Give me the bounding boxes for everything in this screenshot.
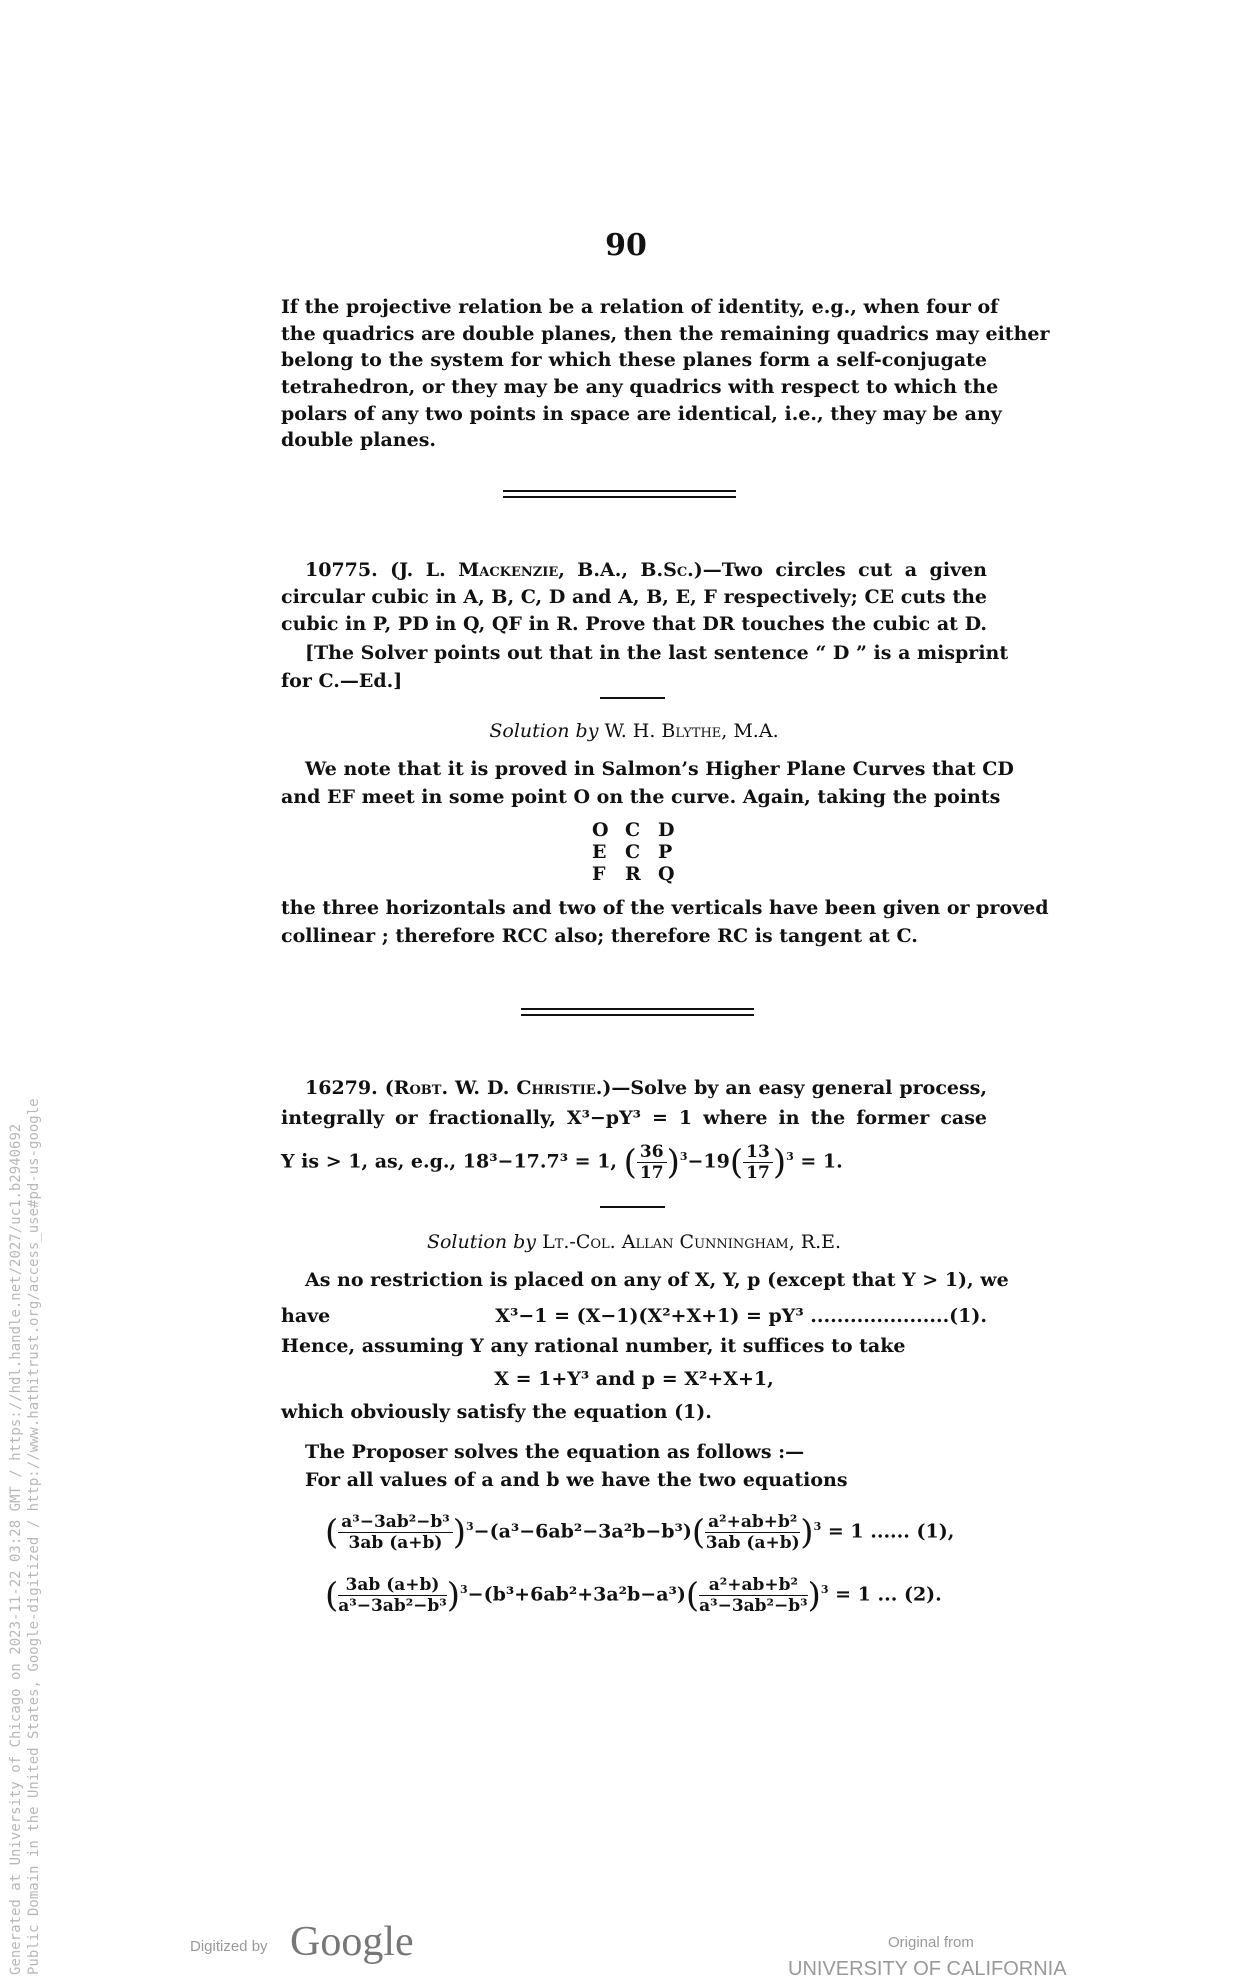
point-matrix-row xyxy=(592,820,691,841)
fraction xyxy=(637,1142,667,1183)
text-line: The Proposer solves the equation as follows :— xyxy=(305,1441,805,1463)
text-line: polars of any two points in space are identical, i.e., they may be any xyxy=(281,403,1002,425)
text-line: belong to the system for which these planes form a self-conjugate xyxy=(281,349,987,371)
text-line: As no restriction is placed on any of X, Y, p (except that Y > 1), we xyxy=(305,1269,1009,1291)
short-rule xyxy=(600,1206,665,1208)
denominator: 3ab (a+b) xyxy=(348,1532,443,1553)
section-divider xyxy=(521,1008,754,1016)
text-line: and EF meet in some point O on the curve. Again, taking the points xyxy=(281,786,1001,808)
numerator: a³−3ab²−b³ xyxy=(338,1512,452,1533)
point-matrix-row xyxy=(592,842,691,863)
text-line: For all values of a and b we have the two equations xyxy=(305,1469,848,1491)
equation-line: X³−1 = (X−1)(X²+X+1) = pY³ .....................(1). xyxy=(495,1305,987,1327)
text-line: circular cubic in A, B, C, D and A, B, E, F respectively; CE cuts the xyxy=(281,586,987,608)
cell: E xyxy=(592,841,607,863)
text-line: the three horizontals and two of the verticals have been given or proved xyxy=(281,897,1049,919)
text-line: for C.—Ed.] xyxy=(281,670,403,692)
solution-heading xyxy=(281,1229,987,1255)
text-span: Y is > 1, as, e.g., 18³−17.7³ = 1, xyxy=(281,1150,618,1173)
text-span: −(b³+6ab²+3a²b−a³) xyxy=(467,1583,686,1606)
solution-label: Solution by xyxy=(489,720,599,742)
point-matrix-row xyxy=(592,864,691,885)
denominator: 17 xyxy=(639,1162,664,1183)
question-number: 10775. xyxy=(305,559,378,581)
text-line: double planes. xyxy=(281,429,437,451)
numerator: 36 xyxy=(637,1142,667,1163)
numerator: a²+ab+b² xyxy=(699,1575,807,1596)
text-span: = 1 ...... (1), xyxy=(827,1520,955,1543)
numerator: a²+ab+b² xyxy=(705,1512,800,1533)
text-span: —Solve by an easy general process, xyxy=(611,1077,987,1099)
question-header: 16279. (Robt. W. D. Christie.)—Solve by an easy general process, xyxy=(305,1077,987,1099)
text-line: cubic in P, PD in Q, QF in R. Prove that DR touches the cubic at D. xyxy=(281,613,987,635)
google-logo: Google xyxy=(290,1919,414,1965)
text-span: −(a³−6ab²−3a²b−b³) xyxy=(473,1520,692,1543)
fraction xyxy=(743,1142,773,1183)
cell: C xyxy=(625,819,641,841)
cell: Q xyxy=(658,863,675,885)
equation-1: ( $\frac{\text{a³−3ab²−b³}}{3ab (a+b)}$ )$^3$−(a³−6ab²−3a²b−b³)( $\frac{\text{a²+ab+b²}}{3ab (a+b)}$ )$^3$ = 1 ...... (1), xyxy=(325,1511,955,1553)
fraction xyxy=(699,1575,807,1616)
text-span: —Two circles cut a given xyxy=(702,559,987,581)
original-from-label: Original from xyxy=(888,1934,974,1951)
text-line: have xyxy=(281,1305,331,1327)
denominator: 17 xyxy=(746,1162,770,1183)
text-line: tetrahedron, or they may be any quadrics with respect to which the xyxy=(281,376,999,398)
short-rule xyxy=(600,697,665,699)
solution-label: Solution by xyxy=(426,1231,537,1253)
text-line: which obviously satisfy the equation (1). xyxy=(281,1401,712,1423)
question-number: 16279. xyxy=(305,1077,378,1099)
text-line: We note that it is proved in Salmon’s Higher Plane Curves that CD xyxy=(305,758,1014,780)
denominator: 3ab (a+b) xyxy=(705,1532,800,1553)
text-line: Hence, assuming Y any rational number, it suffices to take xyxy=(281,1335,906,1357)
question-author: J. L. Mackenzie, B.A., B.Sc. xyxy=(399,559,694,581)
solver-name: Lt.-Col. Allan Cunningham, R.E. xyxy=(542,1231,842,1253)
fraction xyxy=(338,1512,452,1553)
text-line: the quadrics are double planes, then the remaining quadrics may either xyxy=(281,323,1050,345)
equation-line: Y is > 1, as, e.g., 18³−17.7³ = 1, ( $\frac{36}{17}$ )$^3$−19( $\frac{13}{17}$ )$^3$ = 1. xyxy=(281,1141,843,1183)
digitized-by-label: Digitized by xyxy=(190,1938,268,1955)
solution-heading xyxy=(281,718,987,744)
text-line: [The Solver points out that in the last sentence “ D ” is a misprint xyxy=(305,642,1009,664)
equation-line: X = 1+Y³ and p = X²+X+1, xyxy=(494,1368,774,1390)
cell: C xyxy=(625,841,641,863)
provenance-line-1: Generated at University of Chicago on 2023-11-22 03:28 GMT / https://hdl.handle.net/2027/uc1.b2940692 xyxy=(8,1123,24,1975)
text-line: integrally or fractionally, X³−pY³ = 1 where in the former case xyxy=(281,1107,987,1129)
page-number: 90 xyxy=(605,228,647,263)
fraction xyxy=(705,1512,800,1553)
provenance-line-2: Public Domain in the United States, Google-digitized / http://www.hathitrust.org/access_use#pd-us-google xyxy=(26,1098,42,1975)
question-author: Robt. W. D. Christie. xyxy=(393,1077,603,1099)
cell: O xyxy=(592,819,609,841)
equation-2: ( $\frac{3ab (a+b)}{\text{a³−3ab²−b³}}$ )$^3$−(b³+6ab²+3a²b−a³)( $\frac{\text{a²+ab+b²}}{\text{a³−3ab²−b³}}$ )$^3$ = 1 ... (2). xyxy=(325,1574,942,1616)
university-label: UNIVERSITY OF CALIFORNIA xyxy=(788,1958,1067,1980)
cell: F xyxy=(592,863,606,885)
text-line: collinear ; therefore RCC also; therefore RC is tangent at C. xyxy=(281,925,918,947)
fraction xyxy=(338,1575,446,1616)
cell: P xyxy=(658,841,673,863)
denominator: a³−3ab²−b³ xyxy=(699,1595,808,1616)
section-divider xyxy=(503,490,736,498)
numerator: 3ab (a+b) xyxy=(338,1575,446,1596)
numerator: 13 xyxy=(743,1142,773,1163)
text-span: = 1 ... (2). xyxy=(835,1583,942,1606)
cell: R xyxy=(625,863,641,885)
text-line: If the projective relation be a relation of identity, e.g., when four of xyxy=(281,296,999,318)
text-span: = 1. xyxy=(800,1150,843,1173)
text-span: −19 xyxy=(687,1150,730,1173)
solver-name: W. H. Blythe, M.A. xyxy=(604,720,779,742)
question-header: 10775. (J. L. Mackenzie, B.A., B.Sc.)—Two circles cut a given xyxy=(305,559,987,581)
denominator: a³−3ab²−b³ xyxy=(338,1595,447,1616)
cell: D xyxy=(658,819,675,841)
